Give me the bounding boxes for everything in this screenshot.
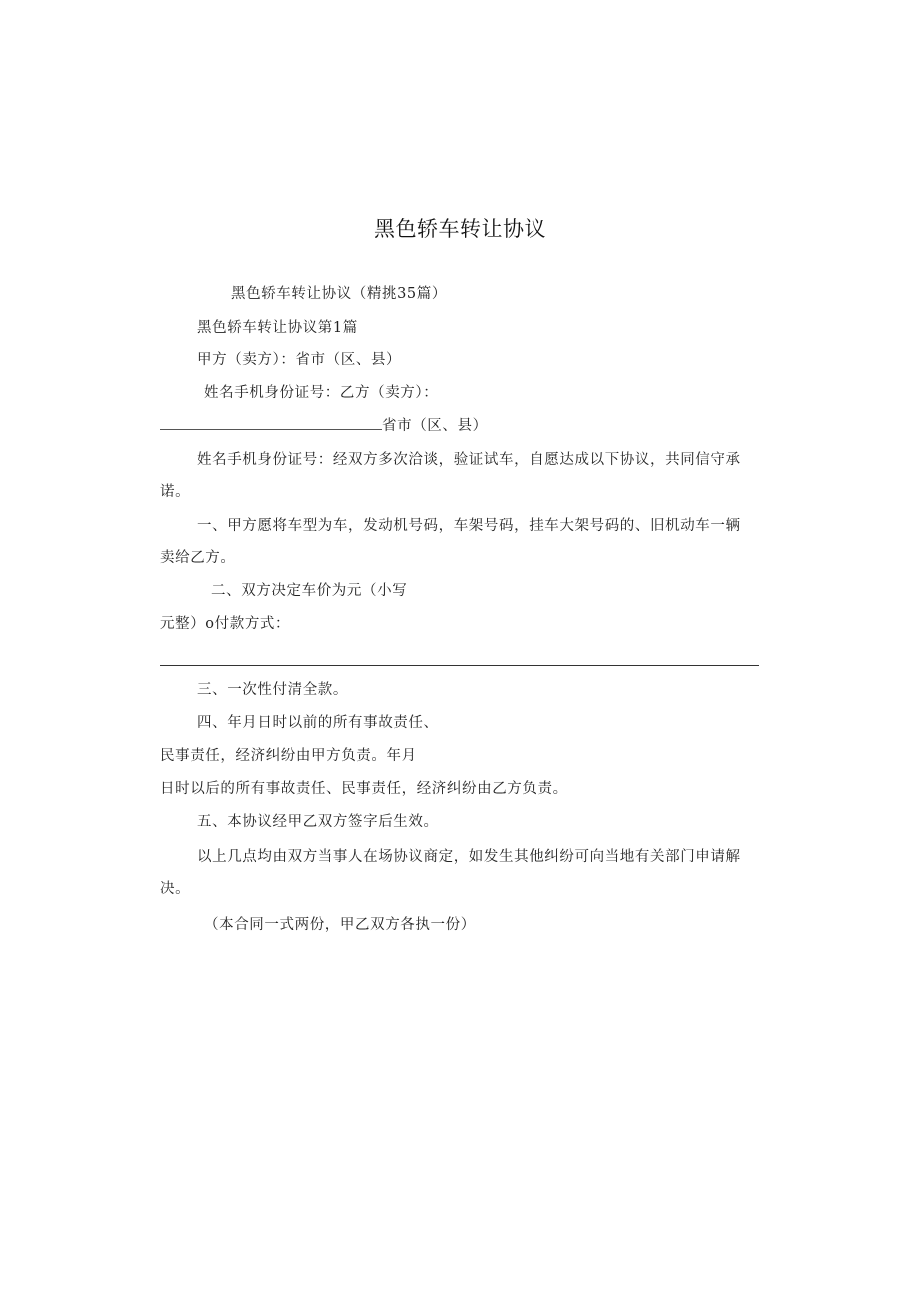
id-line-1: 姓名手机身份证号：乙方（卖方）： <box>204 385 439 401</box>
clause-1: 一、甲方愿将车型为车，发动机号码，车架号码，挂车大架号码的、旧机动车一辆 <box>197 518 741 534</box>
id-line-2-continued: 诺。 <box>160 484 191 500</box>
fill-in-blank <box>160 417 382 430</box>
dispute-clause: 以上几点均由双方当事人在场协议商定，如发生其他纠纷可向当地有关部门申请解 <box>197 849 741 865</box>
clause-4: 四、年月日时以前的所有事故责任、 <box>197 715 439 731</box>
part-heading: 黑色轿车转让协议第1篇 <box>197 320 358 336</box>
clause-2-continued: 元整）o付款方式： <box>160 616 291 632</box>
copies-note: （本合同一式两份，甲乙双方各执一份） <box>204 917 476 933</box>
id-line-2: 姓名手机身份证号：经双方多次洽谈，验证试车，自愿达成以下协议，共同信守承 <box>197 452 741 468</box>
clause-5: 五、本协议经甲乙双方签字后生效。 <box>197 814 439 830</box>
dispute-clause-continued: 决。 <box>160 881 191 897</box>
clause-2: 二、双方决定车价为元（小写 <box>211 583 408 599</box>
party-a-line: 甲方（卖方）：省市（区、县） <box>197 352 402 368</box>
clause-4-continued-b: 日时以后的所有事故责任、民事责任，经济纠纷由乙方负责。 <box>160 781 568 797</box>
clause-3: 三、一次性付清全款。 <box>197 682 348 698</box>
province-line <box>160 416 488 436</box>
document-title: 黑色轿车转让协议 <box>374 217 546 241</box>
province-text: 省市（区、县） <box>382 418 488 434</box>
clause-1-continued: 卖给乙方。 <box>160 550 236 566</box>
clause-4-continued-a: 民事责任，经济纠纷由甲方负责。年月 <box>160 748 417 764</box>
horizontal-rule <box>160 665 759 666</box>
document-subtitle: 黑色轿车转让协议（精挑35篇） <box>231 286 447 302</box>
